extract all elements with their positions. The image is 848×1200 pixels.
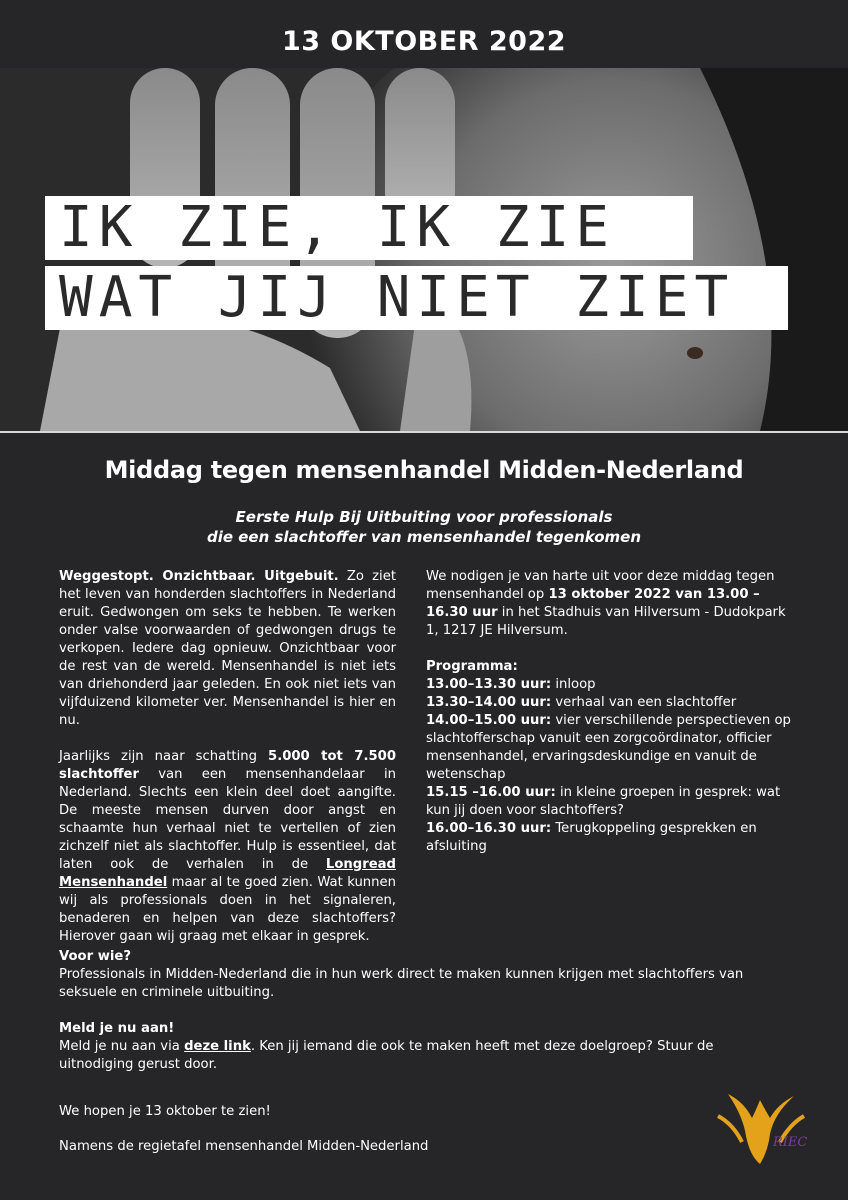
intro-text-a: Jaarlijks zijn naar schatting	[59, 749, 269, 764]
program-item	[426, 694, 792, 712]
hero-line-2: WAT JIJ NIET ZIET	[45, 266, 788, 330]
program-item	[426, 820, 792, 856]
program-item	[426, 712, 792, 784]
signup-section	[59, 1020, 789, 1074]
hero-image	[0, 68, 848, 433]
program-time: 14.00–15.00 uur:	[426, 713, 552, 728]
program-time: 16.00–16.30 uur:	[426, 821, 552, 836]
who-text: Professionals in Midden-Nederland die in hun werk direct te maken kunnen krijgen met slachtoffers van seksuele en criminele uitbuiting.	[59, 967, 744, 1000]
subtitle-line-2: die een slachtoffer van mensenhandel tegenkomen	[206, 528, 642, 546]
program-title: Programma:	[426, 659, 518, 674]
hero-line-1: IK ZIE, IK ZIE	[45, 196, 693, 260]
program-item	[426, 784, 792, 820]
subtitle	[0, 507, 848, 547]
program-time: 15.15 –16.00 uur:	[426, 785, 556, 800]
intro-column	[59, 568, 396, 964]
program-section	[426, 658, 792, 856]
program-text: verhaal van een slachtoffer	[551, 695, 737, 710]
invite-datetime: 13 oktober 2022 van 13.00 – 16.30 uur	[426, 587, 760, 620]
intro-paragraph-1	[59, 568, 396, 730]
closing-line-1: We hopen je 13 oktober te zien!	[59, 1104, 271, 1119]
program-time: 13.00–13.30 uur:	[426, 677, 552, 692]
signup-title: Meld je nu aan!	[59, 1021, 175, 1036]
invite-column	[426, 568, 792, 856]
longread-link[interactable]: Longread Mensenhandel	[59, 857, 396, 890]
intro-lead: Weggestopt. Onzichtbaar. Uitgebuit.	[59, 569, 339, 584]
signup-link[interactable]: deze link	[184, 1039, 251, 1054]
event-date: 13 OKTOBER 2022	[281, 26, 567, 57]
invite-paragraph	[426, 568, 792, 640]
intro-text-c: maar al te goed zien. Wat kunnen wij als professionals doen in het signaleren, benaderen en helpen van deze slachtoffers? Hierover gaan wij graag met elkaar in gesprek.	[59, 875, 396, 944]
riec-logo	[708, 1086, 818, 1166]
intro-text-b: van een mensenhandelaar in Nederland. Slechts een klein deel doet aangifte. De meeste mensen durven door angst en schaamte hun verhaal niet te vertellen of zien zichzelf niet als slachtoffer. Hulp is essentieel, dat laten ook de verhalen in de	[59, 767, 396, 872]
intro-text: Zo ziet het leven van honderden slachtoffers in Nederland eruit. Gedwongen om seks te hebben. Te werken onder valse voorwaarden of gedwongen drugs te verkopen. Iedere dag opnieuw. Onzichtbaar voor de rest van de wereld. Mensenhandel is niet iets van driehonderd jaar geleden. En ook niet iets van vijfduizend kilometer ver. Mensenhandel is hier en nu.	[59, 569, 397, 728]
signup-text-a: Meld je nu aan via	[59, 1039, 185, 1054]
page-title: Middag tegen mensenhandel Midden-Nederland	[104, 456, 744, 484]
info-section	[59, 948, 789, 1092]
invite-text-b: in het Stadhuis van Hilversum - Dudokpark 1, 1217 JE Hilversum.	[426, 605, 786, 638]
program-text: vier verschillende perspectieven op slachtofferschap vanuit een zorgcoördinator, officier mensenhandel, ervaringsdeskundige en vanuit de wetenschap	[426, 713, 791, 782]
closing-line-2: Namens de regietafel mensenhandel Midden-Nederland	[59, 1139, 429, 1154]
program-text: Terugkoppeling gesprekken en afsluiting	[426, 821, 757, 854]
program-text: in kleine groepen in gesprek: wat kun jij doen voor slachtoffers?	[426, 785, 781, 818]
signup-text-b: . Ken jij iemand die ook te maken heeft met deze doelgroep? Stuur de uitnodiging gerust door.	[59, 1039, 714, 1072]
program-item	[426, 676, 792, 694]
victim-count: 5.000 tot 7.500 slachtoffer	[59, 749, 397, 782]
program-time: 13.30–14.00 uur:	[426, 695, 552, 710]
who-title: Voor wie?	[59, 949, 131, 964]
intro-paragraph-2	[59, 748, 396, 946]
program-text: inloop	[551, 677, 596, 692]
subtitle-line-1: Eerste Hulp Bij Uitbuiting voor professionals	[235, 508, 613, 526]
invite-text-a: We nodigen je van harte uit voor deze middag tegen mensenhandel op	[426, 569, 775, 602]
riec-logo-text: RIEC	[773, 1135, 808, 1150]
who-section	[59, 948, 789, 1002]
